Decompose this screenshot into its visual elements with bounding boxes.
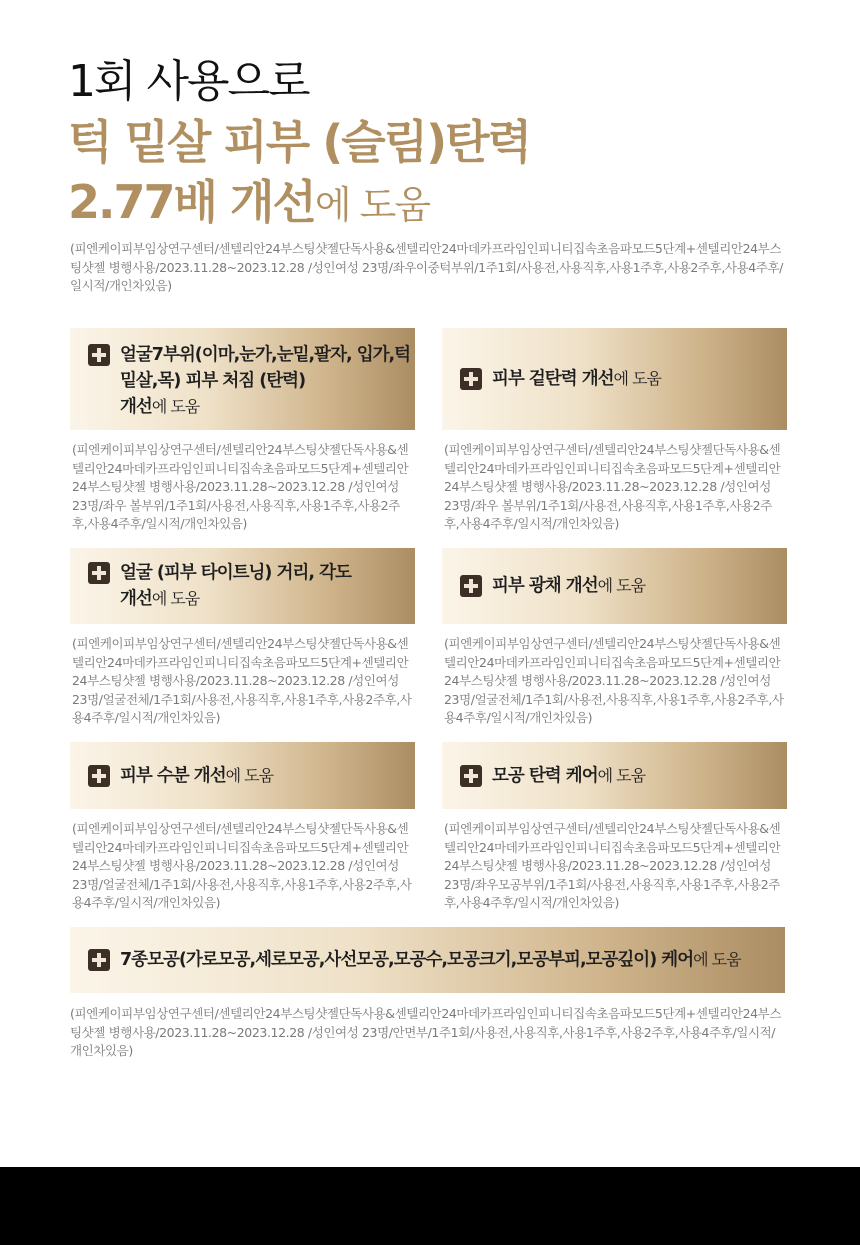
claim-banner (70, 742, 415, 809)
bottom-black-bar (0, 1167, 860, 1245)
claim-card-tightening (70, 548, 415, 728)
claim-banner (442, 328, 787, 430)
claim-title (492, 763, 645, 789)
plus-cross-icon (460, 575, 482, 597)
claim-note: (피엔케이피부임상연구센터/센텔리안24부스팅샷젤단독사용&센텔리안24마데카프라임인피니티집속초음파모드5단계+센텔리안24부스팅샷젤 병행사용/2023.11.28~2023.12.28 /성인여성 23명/안면부/1주1회/사용전,사용직후,사용1주후,사용2주후,사용4주후/일시적/개인차있음) (70, 1006, 782, 1058)
claim-title-light: 에 도움 (151, 397, 200, 416)
claim-banner (442, 742, 787, 809)
claim-title-light: 에 도움 (693, 950, 741, 969)
claim-title-light: 에 도움 (613, 369, 661, 388)
claim-title (492, 366, 661, 392)
claim-card-face-7-areas (70, 328, 415, 534)
claim-title-light: 에 도움 (151, 589, 200, 608)
claim-card-radiance (442, 548, 787, 728)
claim-title-light: 에 도움 (225, 765, 274, 785)
claim-banner (70, 328, 415, 430)
claim-title (120, 947, 741, 973)
main-clinical-note: (피엔케이피부임상연구센터/센텔리안24부스팅샷젤단독사용&센텔리안24마데카프라임인피니티집속초음파모드5단계+센텔리안24부스팅샷젤 병행사용/2023.11.28~2023.12.28 /성인여성 23명/좌우이중턱부위/1주1회/사용전,사용직후,사용1주후,사용2주후,사용4주후/일시적/개인차있음) (70, 241, 783, 293)
headline-line3-strong: 2.77배 개선 (68, 175, 315, 229)
plus-cross-icon (88, 765, 110, 787)
claim-note: (피엔케이피부임상연구센터/센텔리안24부스팅샷젤단독사용&센텔리안24마데카프라임인피니티집속초음파모드5단계+센텔리안24부스팅샷젤 병행사용/2023.11.28~2023.12.28 /성인여성 23명/좌우모공부위/1주1회/사용전,사용직후,사용1주후,사용2주후,사용4주후/일시적/개인차있음) (444, 821, 781, 910)
claim-title-strong: 모공 탄력 케어 (492, 765, 598, 786)
claim-title (120, 763, 273, 789)
claim-note: (피엔케이피부임상연구센터/센텔리안24부스팅샷젤단독사용&센텔리안24마데카프라임인피니티집속초음파모드5단계+센텔리안24부스팅샷젤 병행사용/2023.11.28~2023.12.28 /성인여성 23명/얼굴전체/1주1회/사용전,사용직후,사용1주후,사용2주후,사용4주후/일시적/개인차있음) (72, 636, 412, 725)
claim-note: (피엔케이피부임상연구센터/센텔리안24부스팅샷젤단독사용&센텔리안24마데카프라임인피니티집속초음파모드5단계+센텔리안24부스팅샷젤 병행사용/2023.11.28~2023.12.28 /성인여성 23명/좌우 볼부위/1주1회/사용전,사용직후,사용1주후,사용2주후,사용4주후/일시적/개인차있음) (444, 442, 781, 531)
claim-title (492, 573, 645, 599)
claim-title-strong: 피부 겉탄력 개선 (492, 369, 614, 389)
claim-title-strong: 얼굴 (피부 타이트닝) 거리, 각도 (120, 563, 351, 583)
claim-card-hydration (70, 742, 415, 913)
claim-title-strong-2: 개선 (120, 397, 152, 417)
claim-note: (피엔케이피부임상연구센터/센텔리안24부스팅샷젤단독사용&센텔리안24마데카프라임인피니티집속초음파모드5단계+센텔리안24부스팅샷젤 병행사용/2023.11.28~2023.12.28 /성인여성 23명/얼굴전체/1주1회/사용전,사용직후,사용1주후,사용2주후,사용4주후/일시적/개인차있음) (444, 636, 784, 725)
plus-cross-icon (88, 562, 110, 584)
claim-card-surface-elasticity (442, 328, 787, 534)
plus-cross-icon (460, 368, 482, 390)
plus-cross-icon (88, 949, 110, 971)
claim-banner (70, 927, 785, 993)
claim-banner (70, 548, 415, 624)
headline-line3 (68, 174, 530, 233)
claim-title-strong: 피부 수분 개선 (120, 765, 226, 786)
plus-cross-icon (88, 344, 110, 366)
claim-banner (442, 548, 787, 624)
claim-note: (피엔케이피부임상연구센터/센텔리안24부스팅샷젤단독사용&센텔리안24마데카프라임인피니티집속초음파모드5단계+센텔리안24부스팅샷젤 병행사용/2023.11.28~2023.12.28 /성인여성 23명/얼굴전체/1주1회/사용전,사용직후,사용1주후,사용2주후,사용4주후/일시적/개인차있음) (72, 821, 412, 910)
claim-title-strong: 얼굴7부위(이마,눈가,눈밑,팔자, 입가,턱밑살,목) 피부 처짐 (탄력) (120, 345, 411, 391)
claim-card-7-pore-types (70, 927, 785, 1061)
claim-title-strong-2: 개선 (120, 589, 152, 609)
claim-title-strong: 피부 광채 개선 (492, 576, 598, 596)
headline (68, 54, 530, 233)
claim-card-pore-elasticity (442, 742, 787, 913)
plus-cross-icon (460, 765, 482, 787)
claim-title-light: 에 도움 (597, 765, 646, 785)
headline-line3-light: 에 도움 (314, 183, 430, 227)
claim-title (120, 342, 415, 420)
claim-title-light: 에 도움 (597, 576, 646, 595)
headline-line2: 턱 밑살 피부 (슬림)탄력 (68, 115, 531, 169)
claim-note: (피엔케이피부임상연구센터/센텔리안24부스팅샷젤단독사용&센텔리안24마데카프라임인피니티집속초음파모드5단계+센텔리안24부스팅샷젤 병행사용/2023.11.28~2023.12.28 /성인여성 23명/좌우 볼부위/1주1회/사용전,사용직후,사용1주후,사용2주후,사용4주후/일시적/개인차있음) (72, 442, 409, 531)
claim-title-strong: 7종모공(가로모공,세로모공,사선모공,모공수,모공크기,모공부피,모공깊이) 케어 (120, 950, 694, 970)
headline-line1: 1회 사용으로 (68, 56, 309, 107)
claim-title (120, 560, 351, 612)
